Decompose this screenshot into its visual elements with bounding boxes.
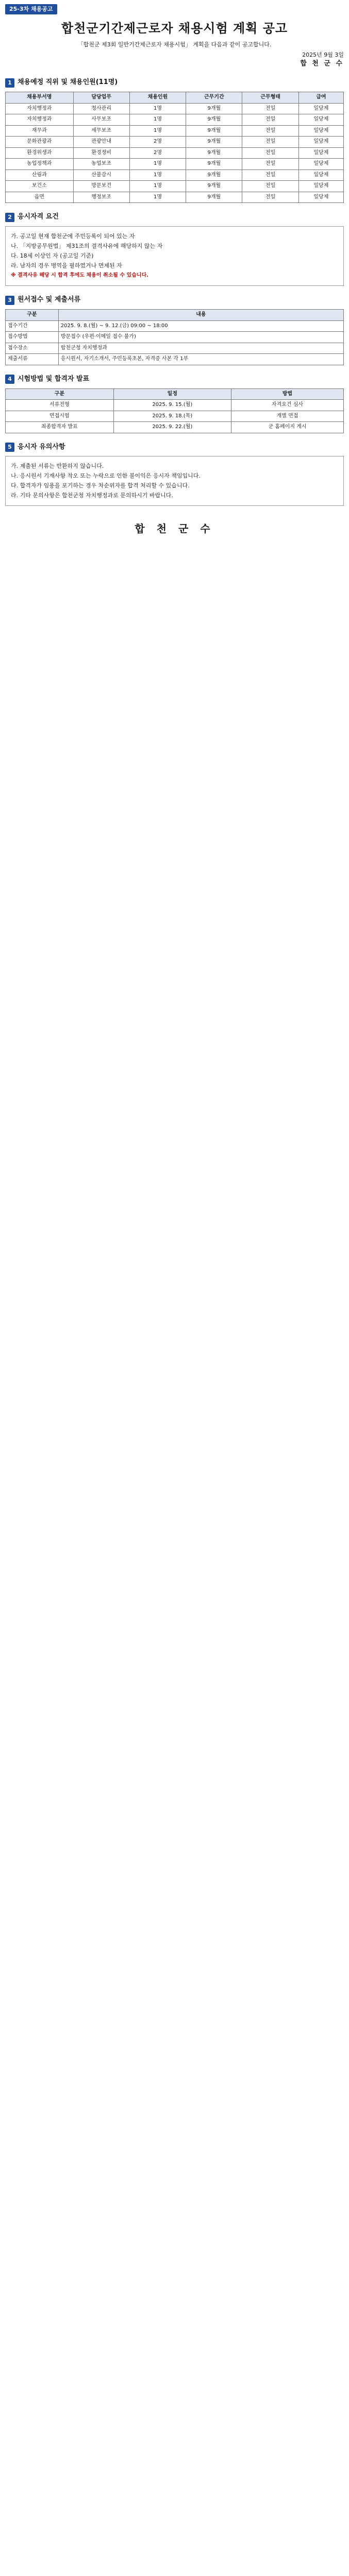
table-row [6,411,344,422]
table-cell: 세무보조 [73,125,129,137]
table-row [6,147,344,159]
section-title: 시험방법 및 합격자 발표 [18,375,90,383]
table-cell: 일당제 [298,103,343,114]
table-cell: 응시원서, 자기소개서, 주민등록초본, 자격증 사본 각 1부 [58,354,343,365]
eligibility-note: ※ 결격사유 해당 시 합격 후에도 채용이 취소될 수 있습니다. [11,272,149,278]
table-cell: 1명 [129,114,186,126]
table-row [6,354,344,365]
list-item: 가. 공고일 현재 합천군에 주민등록이 되어 있는 자 [11,233,135,240]
section-5-heading [5,443,344,452]
section-number: 5 [5,443,14,452]
table-cell: 방문보건 [73,181,129,192]
notice-date: 2025년 9월 3일 [302,51,344,58]
section-number: 2 [5,213,14,222]
list-item: 가. 제출된 서류는 반환하지 않습니다. [11,463,104,470]
table-cell: 2명 [129,147,186,159]
table-cell: 9개월 [186,181,242,192]
table-header-cell: 구분 [6,388,114,400]
table-cell: 접수기간 [6,320,59,332]
table-cell: 서류전형 [6,400,114,411]
table-cell: 9개월 [186,159,242,170]
notice-org: 합 천 군 수 [300,59,344,67]
footer-org: 합 천 군 수 [135,522,214,535]
table-cell: 전일 [242,114,298,126]
table-cell: 전일 [242,181,298,192]
table-cell: 합천군청 자치행정과 [58,343,343,354]
list-item: 라. 기타 문의사항은 합천군청 자치행정과로 문의하시기 바랍니다. [11,492,173,499]
list-item: 라. 남자의 경우 병역을 필하였거나 면제된 자 [11,262,122,269]
table-cell: 농업정책과 [6,159,74,170]
table-cell: 9개월 [186,114,242,126]
table-row [6,400,344,411]
table-cell: 1명 [129,192,186,203]
table-cell: 개별 면접 [231,411,343,422]
table-cell: 전일 [242,125,298,137]
table-cell: 1명 [129,125,186,137]
table-cell: 9개월 [186,137,242,148]
positions-table [5,92,344,203]
table-row [6,103,344,114]
table-cell: 1명 [129,159,186,170]
table-row [6,125,344,137]
notice-lead: 「합천군 제3회 일반기간제근로자 채용시험」 계획을 다음과 같이 공고합니다. [77,41,272,48]
table-row [6,422,344,433]
table-cell: 2025. 9. 22.(월) [113,422,231,433]
section-title: 원서접수 및 제출서류 [18,296,81,304]
table-header-cell: 채용부서명 [6,92,74,104]
table-cell: 읍면 [6,192,74,203]
table-row [6,114,344,126]
table-header-cell: 구분 [6,310,59,321]
table-cell: 9개월 [186,170,242,181]
notice-page [0,0,349,557]
table-cell: 일당제 [298,159,343,170]
table-cell: 산불감시 [73,170,129,181]
table-row [6,159,344,170]
table-cell: 전일 [242,137,298,148]
list-item: 나. 「지방공무원법」 제31조의 결격사유에 해당하지 않는 자 [11,243,163,250]
table-cell: 9개월 [186,103,242,114]
table-cell: 2025. 9. 8.(월) ~ 9. 12.(금) 09:00 ~ 18:00 [58,320,343,332]
table-cell: 일당제 [298,147,343,159]
table-cell: 산림과 [6,170,74,181]
section-4-heading [5,375,344,384]
section-number: 1 [5,78,14,88]
table-cell: 1명 [129,181,186,192]
table-header-cell: 일정 [113,388,231,400]
table-cell: 2명 [129,137,186,148]
table-cell: 보건소 [6,181,74,192]
table-cell: 일당제 [298,114,343,126]
table-cell: 청사관리 [73,103,129,114]
table-cell: 일당제 [298,181,343,192]
section-3-heading [5,295,344,305]
table-header-cell: 방법 [231,388,343,400]
table-cell: 제출서류 [6,354,59,365]
section-number: 4 [5,375,14,384]
table-cell: 문화관광과 [6,137,74,148]
list-item: 다. 합격자가 임용을 포기하는 경우 차순위자를 합격 처리할 수 있습니다. [11,482,190,489]
table-row [6,181,344,192]
table-cell: 접수방법 [6,332,59,343]
table-cell: 자치행정과 [6,114,74,126]
table-cell: 전일 [242,192,298,203]
table-cell: 환경위생과 [6,147,74,159]
table-header-cell: 근무형태 [242,92,298,104]
table-cell: 자치행정과 [6,103,74,114]
section-title: 채용예정 직위 및 채용인원(11명) [18,78,118,87]
table-cell: 9개월 [186,125,242,137]
notice-title: 합천군기간제근로자 채용시험 계획 공고 [61,21,288,36]
eligibility-box [5,226,344,286]
list-item: 다. 18세 이상인 자 (공고일 기준) [11,252,94,260]
table-cell: 9개월 [186,147,242,159]
table-header-cell: 담당업무 [73,92,129,104]
list-item: 나. 응시원서 기재사항 착오 또는 누락으로 인한 불이익은 응시자 책임입니다. [11,472,201,480]
table-header-cell: 근무기간 [186,92,242,104]
table-cell: 전일 [242,159,298,170]
section-title: 응시자격 요건 [18,213,59,221]
table-header-cell: 채용인원 [129,92,186,104]
section-2-heading [5,212,344,222]
table-cell: 면접시험 [6,411,114,422]
table-cell: 군 홈페이지 게시 [231,422,343,433]
table-cell: 행정보조 [73,192,129,203]
table-cell: 일당제 [298,137,343,148]
table-row [6,343,344,354]
table-cell: 방문접수 (우편·이메일 접수 불가) [58,332,343,343]
table-row [6,170,344,181]
table-cell: 일당제 [298,125,343,137]
table-cell: 9개월 [186,192,242,203]
table-row [6,137,344,148]
table-cell: 1명 [129,103,186,114]
table-cell: 농업보조 [73,159,129,170]
table-row [6,192,344,203]
table-cell: 전일 [242,170,298,181]
table-cell: 전일 [242,147,298,159]
table-cell: 2025. 9. 18.(목) [113,411,231,422]
table-cell: 일당제 [298,192,343,203]
section-title: 응시자 유의사항 [18,443,65,451]
table-header-cell: 급여 [298,92,343,104]
table-cell: 전일 [242,103,298,114]
table-cell: 관광안내 [73,137,129,148]
table-header-cell: 내용 [58,310,343,321]
application-table [5,309,344,365]
section-1-heading [5,78,344,88]
schedule-table [5,388,344,433]
table-row [6,320,344,332]
cautions-box [5,456,344,506]
table-cell: 2025. 9. 15.(월) [113,400,231,411]
table-cell: 최종합격자 발표 [6,422,114,433]
table-cell: 환경정비 [73,147,129,159]
table-row [6,332,344,343]
notice-badge: 25-3차 채용공고 [5,4,57,14]
section-number: 3 [5,296,14,305]
table-cell: 사무보조 [73,114,129,126]
table-cell: 1명 [129,170,186,181]
table-cell: 자격요건 심사 [231,400,343,411]
table-cell: 접수장소 [6,343,59,354]
table-cell: 일당제 [298,170,343,181]
table-cell: 재무과 [6,125,74,137]
